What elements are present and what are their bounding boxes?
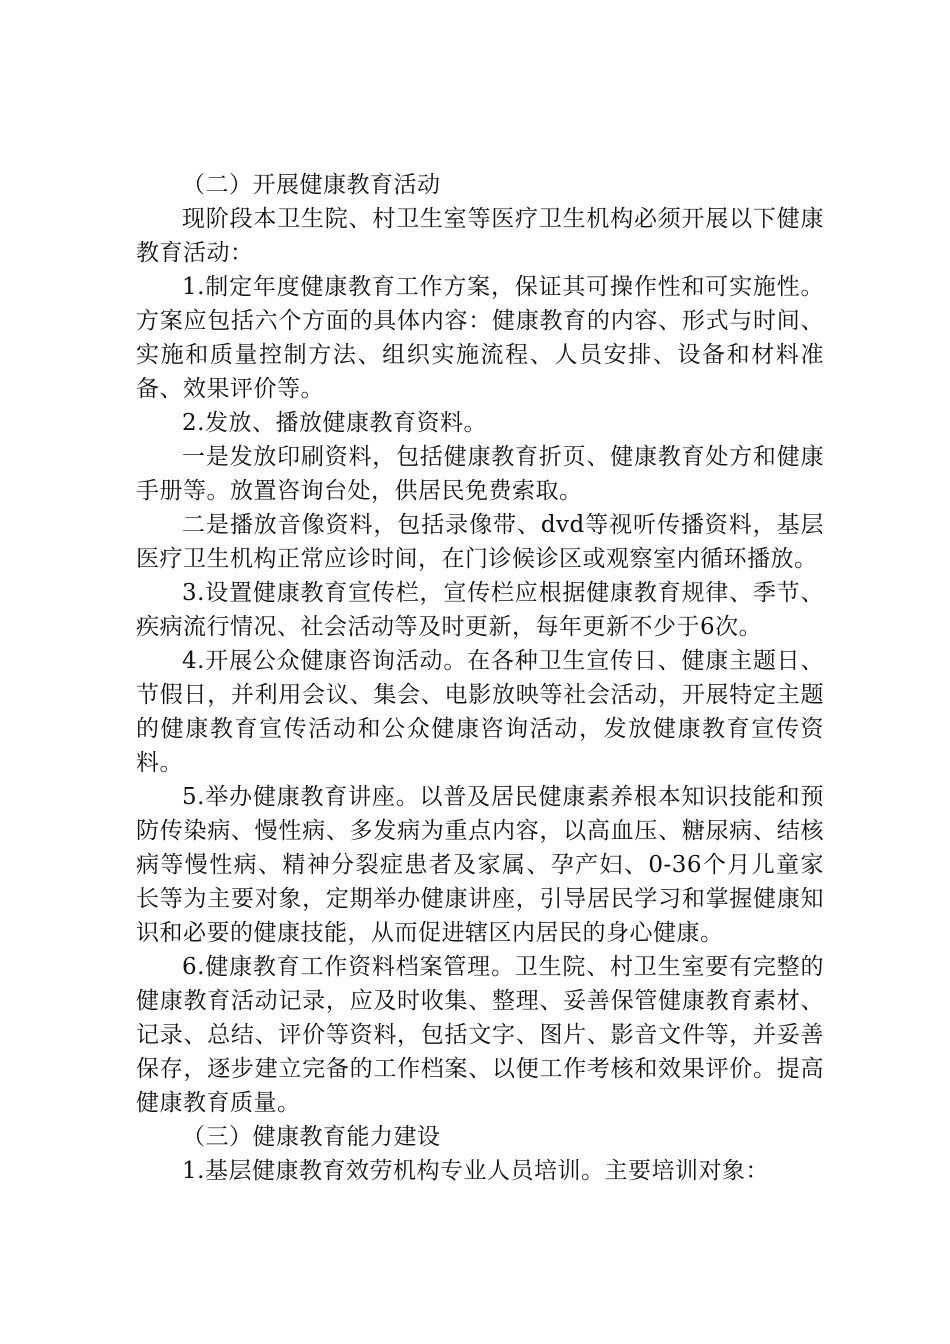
- paragraph-item-5: 5.举办健康教育讲座。以普及居民健康素养根本知识技能和预防传染病、慢性病、多发病为重点内容，以高血压、糖尿病、结核病等慢性病、精神分裂症患者及家属、孕产妇、0-36个月儿童家长等为主要对象，定期举办健康讲座，引导居民学习和掌握健康知识和必要的健康技能，从而促进辖区内居民的身心健康。: [136, 784, 824, 946]
- paragraph-item-2-a: 一是发放印刷资料，包括健康教育折页、健康教育处方和健康手册等。放置咨询台处，供居民免费索取。: [136, 444, 824, 504]
- paragraph-item-6: 6.健康教育工作资料档案管理。卫生院、村卫生室要有完整的健康教育活动记录，应及时收集、整理、妥善保管健康教育素材、记录、总结、评价等资料，包括文字、图片、影音文件等，并妥善保存，逐步建立完备的工作档案、以便工作考核和效果评价。提高健康教育质量。: [136, 954, 824, 1116]
- paragraph-item-2-b: 二是播放音像资料，包括录像带、dvd等视听传播资料，基层医疗卫生机构正常应诊时间，在门诊候诊区或观察室内循环播放。: [136, 512, 824, 572]
- paragraph-intro: 现阶段本卫生院、村卫生室等医疗卫生机构必须开展以下健康教育活动：: [136, 206, 824, 266]
- paragraph-item-2: 2.发放、播放健康教育资料。: [182, 410, 487, 436]
- section-heading-3: （三）健康教育能力建设: [182, 1124, 441, 1150]
- paragraph-item-3: 3.设置健康教育宣传栏，宣传栏应根据健康教育规律、季节、疾病流行情况、社会活动等及时更新，每年更新不少于6次。: [136, 580, 824, 640]
- paragraph-training: 1.基层健康教育效劳机构专业人员培训。主要培训对象：: [182, 1158, 769, 1184]
- paragraph-item-1: 1.制定年度健康教育工作方案，保证其可操作性和可实施性。方案应包括六个方面的具体内容：健康教育的内容、形式与时间、实施和质量控制方法、组织实施流程、人员安排、设备和材料准备、效果评价等。: [136, 274, 824, 402]
- paragraph-item-4: 4.开展公众健康咨询活动。在各种卫生宣传日、健康主题日、节假日，并利用会议、集会、电影放映等社会活动，开展特定主题的健康教育宣传活动和公众健康咨询活动，发放健康教育宣传资料。: [136, 648, 824, 776]
- section-heading-2: （二）开展健康教育活动: [182, 172, 441, 198]
- document-body: [136, 168, 824, 1188]
